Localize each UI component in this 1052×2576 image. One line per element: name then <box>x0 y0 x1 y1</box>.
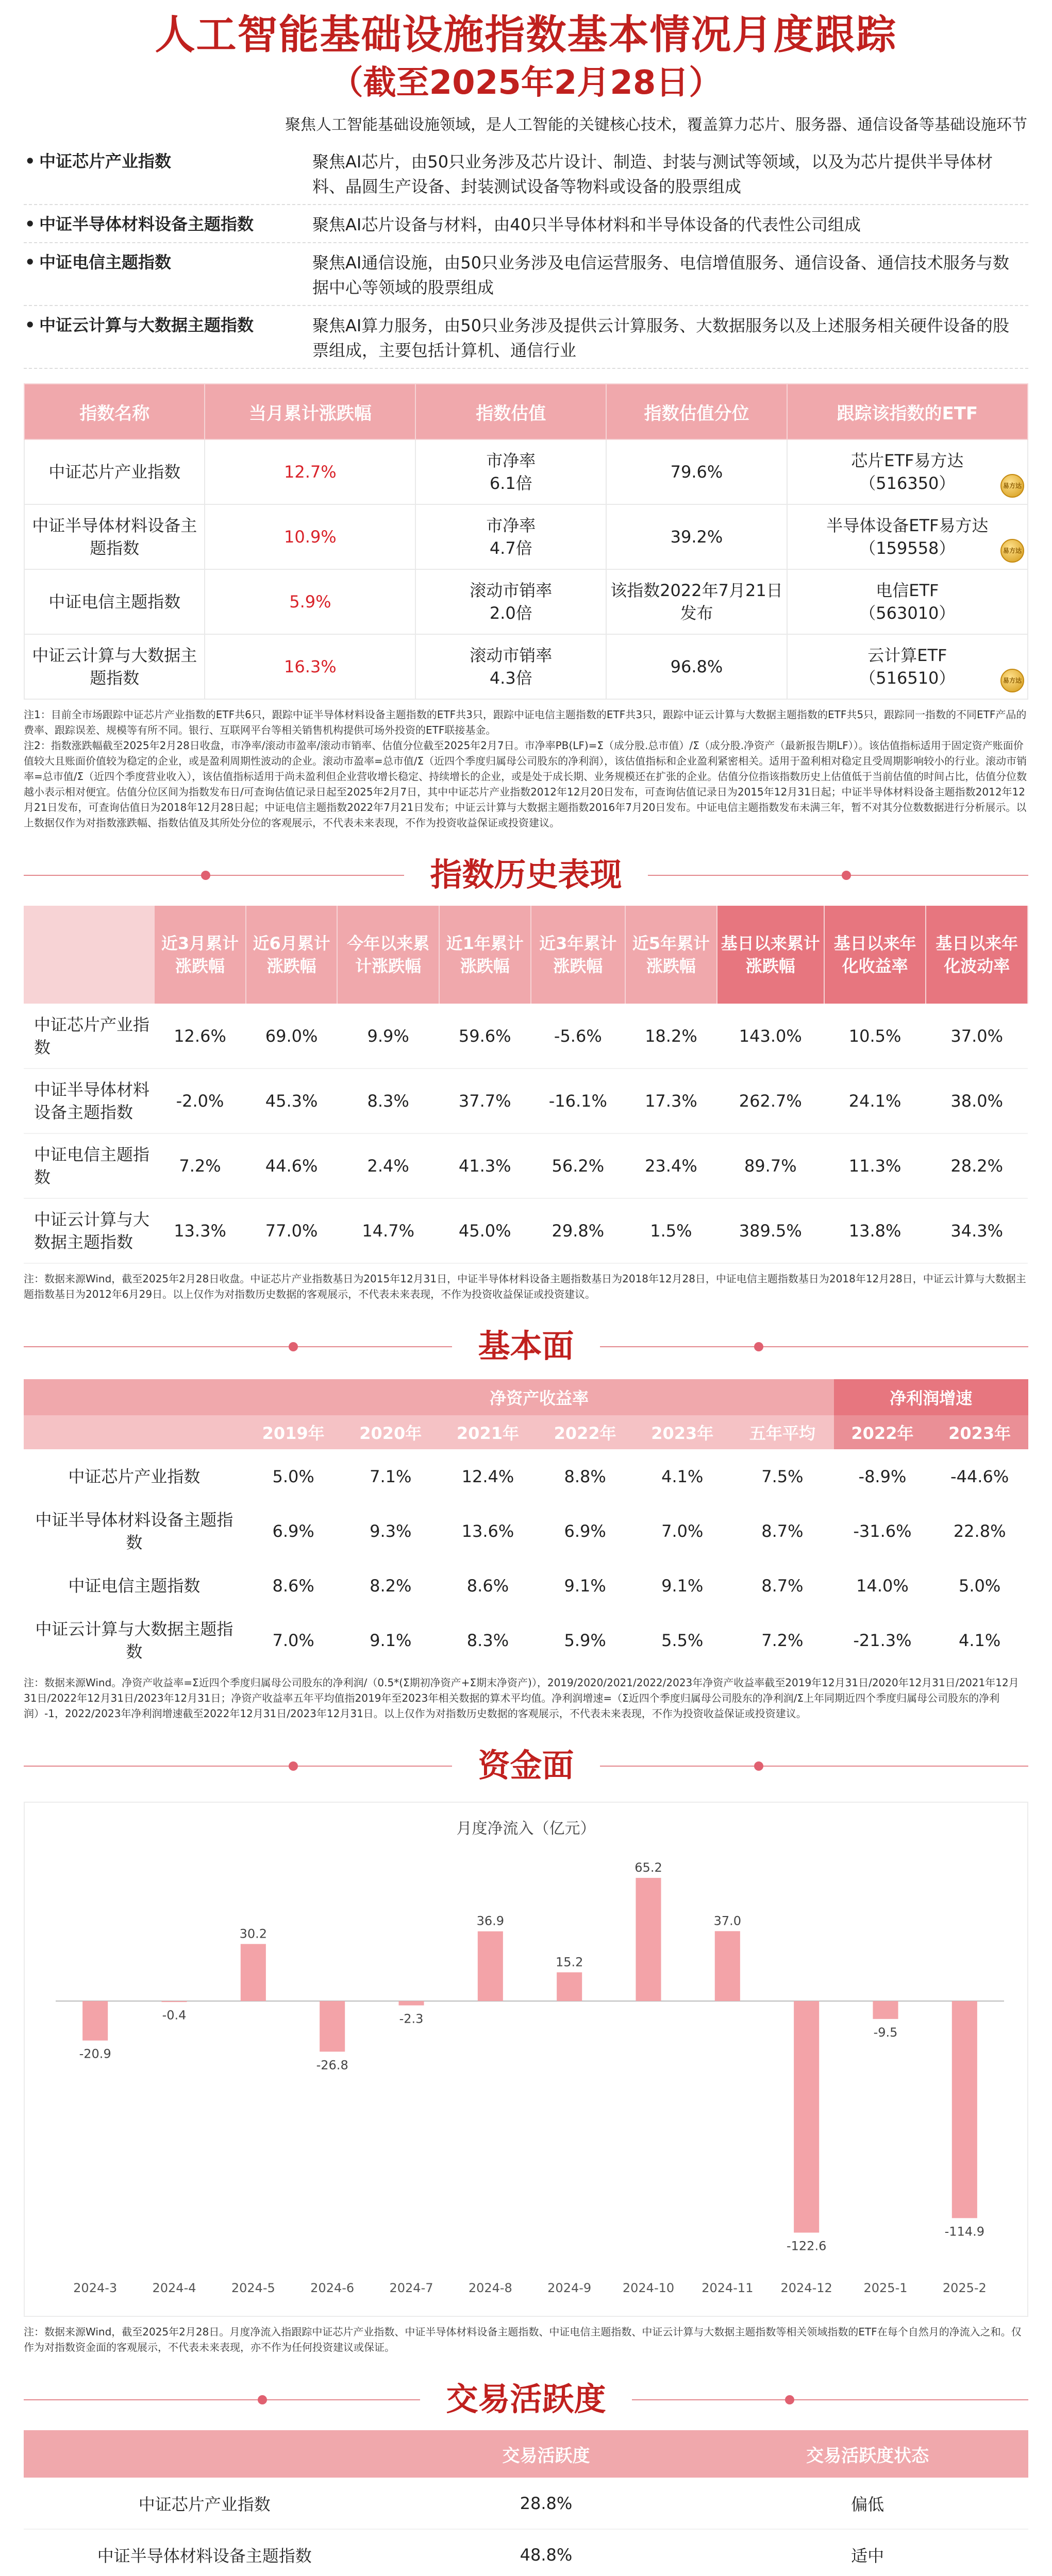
table-cell: 6.9% <box>272 1521 314 1541</box>
dot-icon <box>289 1761 298 1771</box>
data-label: 36.9 <box>476 1913 505 1928</box>
column-header: 当月累计涨跌幅 <box>205 384 415 439</box>
column-header <box>24 1379 245 1415</box>
etf-name: 芯片ETF易方达 <box>851 451 964 470</box>
table-cell: -44.6% <box>950 1467 1009 1486</box>
section-heading-flows <box>0 1735 1052 1797</box>
chart-bar <box>320 2001 345 2052</box>
fund-flow-chart <box>24 1802 1028 2317</box>
x-tick-label: 2024-10 <box>622 2281 675 2295</box>
table-cell: 8.6% <box>272 1576 314 1596</box>
section-heading-fundamentals <box>0 1315 1052 1377</box>
cell-index-name: 中证芯片产业指数 <box>68 1467 201 1486</box>
cell-index-name: 中证芯片产业指数 <box>24 439 205 504</box>
column-header <box>24 2430 386 2478</box>
history-table <box>24 906 1028 1264</box>
table-row <box>24 634 1028 699</box>
cell-index-name: 中证芯片产业指数 <box>24 2478 386 2529</box>
table-cell: 7.1% <box>370 1467 412 1486</box>
chart-bar <box>161 2001 187 2002</box>
index-desc: 聚焦AI芯片设备与材料，由40只半导体材料和半导体设备的代表性公司组成 <box>312 215 861 234</box>
section-title: 基本面 <box>452 1315 599 1377</box>
x-tick-label: 2024-6 <box>310 2281 355 2295</box>
table-cell: 9.1% <box>564 1576 606 1596</box>
table-cell: 14.0% <box>856 1576 909 1596</box>
table-cell: 14.7% <box>337 1198 439 1263</box>
index-name: • 中证芯片产业指数 <box>24 149 312 199</box>
table-cell: 8.6% <box>466 1576 509 1596</box>
table-cell: 56.2% <box>531 1133 626 1198</box>
column-header: 近3月累计涨跌幅 <box>154 906 246 1004</box>
section-title: 资金面 <box>452 1735 599 1797</box>
data-label: 65.2 <box>634 1860 662 1875</box>
table-cell: 24.1% <box>824 1069 926 1133</box>
history-table-wrap <box>24 906 1028 1264</box>
table-cell: -5.6% <box>531 1004 626 1069</box>
table-cell: 37.0% <box>926 1004 1028 1069</box>
column-header: 交易活跃度状态 <box>707 2430 1028 2478</box>
table-cell: 69.0% <box>246 1004 338 1069</box>
x-tick-label: 2024-8 <box>468 2281 512 2295</box>
data-label: 37.0 <box>713 1913 742 1928</box>
table-cell: 6.9% <box>564 1521 606 1541</box>
data-label: -0.4 <box>162 2008 187 2023</box>
table-row <box>24 439 1028 504</box>
index-name: • 中证电信主题指数 <box>24 250 312 300</box>
table-row <box>24 2478 1028 2529</box>
valuation-metric: 滚动市销率 <box>470 646 553 665</box>
etf-name: 半导体设备ETF易方达 <box>826 516 989 535</box>
x-tick-label: 2025-2 <box>942 2281 987 2295</box>
cell-index-name: 中证电信主题指数 <box>24 1133 154 1198</box>
cell-valuation <box>415 634 606 699</box>
cell-index-name: 中证云计算与大数据主题指数 <box>24 634 205 699</box>
table-cell: 28.8% <box>386 2478 707 2529</box>
table-cell: 45.3% <box>246 1069 338 1133</box>
x-tick-label: 2024-5 <box>231 2281 275 2295</box>
data-label: 30.2 <box>239 1926 268 1941</box>
chart-bar <box>398 2001 424 2005</box>
table-cell: 8.8% <box>564 1467 606 1486</box>
chart-bar <box>952 2001 977 2218</box>
column-header: 交易活跃度 <box>386 2430 707 2478</box>
table-row <box>24 1613 1028 1668</box>
cell-etf[interactable] <box>787 569 1028 634</box>
table-cell: 28.2% <box>926 1133 1028 1198</box>
table-cell: -16.1% <box>531 1069 626 1133</box>
table-cell: 262.7% <box>717 1069 824 1133</box>
index-desc: 聚焦AI芯片，由50只业务涉及芯片设计、制造、封装与测试等领域，以及为芯片提供半导体材料、晶圆生产设备、封装测试设备等物料或设备的股票组成 <box>312 152 993 196</box>
table-cell: 29.8% <box>531 1198 626 1263</box>
column-header: 2023年 <box>633 1415 731 1449</box>
x-tick-label: 2024-4 <box>152 2281 196 2295</box>
table-cell: 12.6% <box>154 1004 246 1069</box>
dot-icon <box>754 1761 763 1771</box>
cell-index-name: 中证半导体材料设备主题指数 <box>24 2529 386 2576</box>
header <box>0 0 1052 105</box>
dot-icon <box>785 2395 794 2404</box>
cell-index-name: 中证芯片产业指数 <box>24 1004 154 1069</box>
overview-table-wrap <box>24 383 1028 700</box>
chart-bar <box>636 1878 661 2001</box>
valuation-value: 2.0倍 <box>489 603 532 623</box>
data-label: -114.9 <box>944 2224 985 2239</box>
x-tick-label: 2024-11 <box>702 2281 754 2295</box>
column-header: 2022年 <box>834 1415 931 1449</box>
table-cell: 34.3% <box>926 1198 1028 1263</box>
table-cell: 9.9% <box>337 1004 439 1069</box>
table-cell: 适中 <box>707 2529 1028 2576</box>
valuation-value: 4.7倍 <box>489 538 532 558</box>
table-cell: 22.8% <box>953 1521 1006 1541</box>
valuation-metric: 滚动市销率 <box>470 581 553 600</box>
column-header: 2021年 <box>439 1415 537 1449</box>
table-row <box>24 1004 1028 1069</box>
dot-icon <box>754 1342 763 1351</box>
table-cell: 5.0% <box>958 1576 1001 1596</box>
column-header: 近5年累计涨跌幅 <box>625 906 717 1004</box>
table-cell: 23.4% <box>625 1133 717 1198</box>
cell-monthly-change: 5.9% <box>205 569 415 634</box>
fund-flow-chart-svg <box>25 1803 1027 2316</box>
table-cell: 9.3% <box>370 1521 412 1541</box>
table-row <box>24 1504 1028 1558</box>
column-header: 2022年 <box>537 1415 634 1449</box>
table-cell: 17.3% <box>625 1069 717 1133</box>
column-header: 2019年 <box>245 1415 342 1449</box>
table-cell: 4.1% <box>958 1631 1001 1650</box>
table-cell: 18.2% <box>625 1004 717 1069</box>
cell-monthly-change: 12.7% <box>205 439 415 504</box>
cell-index-name: 中证电信主题指数 <box>24 569 205 634</box>
cell-monthly-change: 10.9% <box>205 504 415 569</box>
table-cell: 7.5% <box>761 1467 804 1486</box>
table-cell: 9.1% <box>370 1631 412 1650</box>
column-header: 基日以来年化波动率 <box>926 906 1028 1004</box>
dot-icon <box>258 2395 267 2404</box>
table-cell: 7.0% <box>661 1521 704 1541</box>
column-header: 指数名称 <box>24 384 205 439</box>
table-row <box>24 1069 1028 1133</box>
index-description-list <box>24 142 1028 369</box>
cell-percentile: 该指数2022年7月21日发布 <box>606 569 787 634</box>
column-header: 近1年累计涨跌幅 <box>439 906 531 1004</box>
column-header: 2023年 <box>931 1415 1028 1449</box>
table-cell: 77.0% <box>246 1198 338 1263</box>
chart-bar <box>557 1972 582 2001</box>
table-cell: 45.0% <box>439 1198 531 1263</box>
dot-icon <box>842 871 851 880</box>
column-header: 基日以来年化收益率 <box>824 906 926 1004</box>
fundamentals-table <box>24 1379 1028 1668</box>
column-header: 跟踪该指数的ETF <box>787 384 1028 439</box>
page-subtitle: （截至2025年2月28日） <box>330 64 722 102</box>
cell-percentile: 79.6% <box>606 439 787 504</box>
table-cell: 7.2% <box>154 1133 246 1198</box>
cell-index-name: 中证半导体材料设备主题指数 <box>24 1069 154 1133</box>
column-group-header: 净利润增速 <box>834 1379 1028 1415</box>
table-cell: 7.2% <box>761 1631 804 1650</box>
data-label: -122.6 <box>786 2239 827 2253</box>
footnote: 注2：指数涨跌幅截至2025年2月28日收盘，市净率/滚动市盈率/滚动市销率、估值分位截至2025年2月7日。市净率PB(LF)=Σ（成分股.总市值）/Σ（成分股.净资产（最新报告期LF））。该估值指标适用于固定资产账面价值较大且账面价值较为稳定的企业，或是盈利周期性波动的企业。滚动市盈率=总市值/Σ（近四个季度归属母公司股东的净利润），该估值指标和企业盈利紧密相关。适用于盈利相对稳定且受周期影响较小的行业。滚动市销率=总市值/Σ（近四个季度营业收入），该估值指标适用于尚未盈利但企业营收增长稳定、持续增长的企业，或是处于成长期、业务规模还在扩张的企业。估值分位指该指数历史上估值低于当前估值的时间占比，估值分位数越小表示相对便宜。估值分位区间为指数发布日/可查询估值记录日起至2025年2月7日，其中中证芯片产业指数2012年12月20日发布，可查询估值记录日为2015年12月31日起；中证半导体材料设备主题指数2012年12月21日发布，可查询估值日为2018年12月28日起；中证电信主题指数2022年7月21日发布；中证云计算与大数据主题指数2016年7月20日发布。中证电信主题指数发布未满三年，暂不对其分位数数据进行分析展示。以上数据仅作为对指数涨跌幅、指数估值及其所处分位的客观展示，不代表未来表现，不作为投资收益保证或投资建议。 <box>24 739 1027 829</box>
activity-table-wrap <box>24 2430 1028 2576</box>
cell-index-name: 中证电信主题指数 <box>68 1576 201 1596</box>
valuation-metric: 市净率 <box>486 516 536 535</box>
table-row <box>24 1558 1028 1613</box>
etf-name: 电信ETF <box>876 581 939 600</box>
table-cell: 8.7% <box>761 1521 804 1541</box>
column-group-header: 净资产收益率 <box>245 1379 834 1415</box>
fundamentals-note: 注：数据来源Wind。净资产收益率=Σ近四个季度归属母公司股东的净利润/（0.5*(Σ期初净资产+Σ期末净资产)），2019/2020/2021/2022/2023年净资产收益率截至2019年12月31日/2020年12月31日/2021年12月31日/2022年12月31日/2023年12月31日；净资产收益率五年平均值指2019年至2023年相关数据的算术平均值。净利润增速=（Σ近四个季度归属母公司股东的净利润/Σ上年同期近四个季度归属母公司股东的净利润）-1，2022/2023年净利润增速截至2022年12月31日/2023年12月31日。以上仅作为对指数历史数据的客观展示，不代表未来表现，不作为投资收益保证或投资建议。 <box>24 1676 1019 1720</box>
column-header <box>24 1415 245 1449</box>
table-cell: 143.0% <box>717 1004 824 1069</box>
table-cell: 44.6% <box>246 1133 338 1198</box>
x-tick-label: 2024-3 <box>73 2281 118 2295</box>
table-cell: -2.0% <box>154 1069 246 1133</box>
column-header: 近6月累计涨跌幅 <box>246 906 338 1004</box>
etf-code: （563010） <box>859 603 956 623</box>
column-header <box>24 906 154 1004</box>
cell-index-name: 中证云计算与大数据主题指数 <box>24 1198 154 1263</box>
column-header: 基日以来累计涨跌幅 <box>717 906 824 1004</box>
etf-code: （516510） <box>859 668 956 688</box>
x-tick-label: 2024-9 <box>547 2281 592 2295</box>
cell-etf[interactable] <box>787 504 1028 569</box>
x-tick-label: 2024-7 <box>389 2281 433 2295</box>
list-item <box>24 142 1028 205</box>
table-cell: 7.0% <box>272 1631 314 1650</box>
etf-code: （516350） <box>859 473 956 493</box>
index-desc: 聚焦AI通信设施，由50只业务涉及电信运营服务、电信增值服务、通信设备、通信技术服务与数据中心等领域的股票组成 <box>312 253 1010 297</box>
table-cell: 13.6% <box>461 1521 514 1541</box>
table-cell: 11.3% <box>824 1133 926 1198</box>
table-cell: 偏低 <box>707 2478 1028 2529</box>
table-cell: -21.3% <box>853 1631 912 1650</box>
cell-monthly-change: 16.3% <box>205 634 415 699</box>
index-name: • 中证云计算与大数据主题指数 <box>24 313 312 363</box>
column-header: 指数估值分位 <box>606 384 787 439</box>
table-cell: 8.3% <box>466 1631 509 1650</box>
medal-badge-icon: 易方达 <box>1000 539 1024 563</box>
table-row <box>24 569 1028 634</box>
cell-etf[interactable] <box>787 634 1028 699</box>
valuation-value: 6.1倍 <box>489 473 532 493</box>
table-cell: -8.9% <box>858 1467 907 1486</box>
table-cell: 8.7% <box>761 1576 804 1596</box>
table-cell: 38.0% <box>926 1069 1028 1133</box>
fundamentals-table-wrap <box>24 1379 1028 1668</box>
cell-valuation <box>415 504 606 569</box>
table-row <box>24 1133 1028 1198</box>
chart-bar <box>478 1931 503 2001</box>
intro-text: 聚焦人工智能基础设施领域，是人工智能的关键核心技术，覆盖算力芯片、服务器、通信设备等基础设施环节 <box>285 116 1027 134</box>
cell-index-name: 中证半导体材料设备主题指数 <box>35 1510 233 1552</box>
table-cell: 8.2% <box>370 1576 412 1596</box>
column-header: 2020年 <box>342 1415 439 1449</box>
table-cell: 12.4% <box>461 1467 514 1486</box>
section-title: 交易活跃度 <box>420 2368 631 2430</box>
chart-title: 月度净流入（亿元） <box>456 1820 596 1838</box>
table-cell: 9.1% <box>661 1576 704 1596</box>
data-label: -9.5 <box>873 2025 898 2040</box>
table-cell: 5.9% <box>564 1631 606 1650</box>
table-cell: 10.5% <box>824 1004 926 1069</box>
chart-bar <box>794 2001 819 2233</box>
table-cell: 59.6% <box>439 1004 531 1069</box>
table-cell: 41.3% <box>439 1133 531 1198</box>
table-cell: 5.5% <box>661 1631 704 1650</box>
etf-code: （159558） <box>859 538 956 558</box>
data-label: -2.3 <box>399 2011 424 2026</box>
list-item <box>24 243 1028 306</box>
table-cell: 37.7% <box>439 1069 531 1133</box>
table-cell: 8.3% <box>337 1069 439 1133</box>
table-cell: 1.5% <box>625 1198 717 1263</box>
cell-index-name: 中证半导体材料设备主题指数 <box>24 504 205 569</box>
section-title: 指数历史表现 <box>404 844 647 906</box>
table-cell: 89.7% <box>717 1133 824 1198</box>
x-tick-label: 2025-1 <box>863 2281 908 2295</box>
valuation-value: 4.3倍 <box>489 668 532 688</box>
table-row <box>24 2529 1028 2576</box>
chart-note: 注：数据来源Wind，截至2025年2月28日。月度净流入指跟踪中证芯片产业指数、中证半导体材料设备主题指数、中证电信主题指数、中证云计算与大数据主题指数等相关领域指数的ETF在每个自然月的净流入之和。仅作为对指数资金面的客观展示，不代表未来表现，亦不作为任何投资建议或保证。 <box>24 2326 1022 2353</box>
overview-table <box>24 383 1028 700</box>
table-cell: 4.1% <box>661 1467 704 1486</box>
chart-bar <box>873 2001 898 2019</box>
cell-index-name: 中证云计算与大数据主题指数 <box>35 1619 233 1662</box>
page-title: 人工智能基础设施指数基本情况月度跟踪 <box>155 12 897 58</box>
table-row <box>24 1449 1028 1504</box>
table-cell: 13.8% <box>824 1198 926 1263</box>
cell-percentile: 96.8% <box>606 634 787 699</box>
table-row <box>24 1198 1028 1263</box>
list-item <box>24 306 1028 369</box>
data-label: 15.2 <box>555 1955 583 1970</box>
table-cell: 48.8% <box>386 2529 707 2576</box>
medal-badge-icon: 易方达 <box>1000 669 1024 692</box>
table-cell: 389.5% <box>717 1198 824 1263</box>
section-heading-history <box>0 844 1052 906</box>
footnote: 注1：目前全市场跟踪中证芯片产业指数的ETF共6只，跟踪中证半导体材料设备主题指数的ETF共3只，跟踪中证电信主题指数的ETF共3只，跟踪中证云计算与大数据主题指数的ETF共5只，跟踪同一指数的不同ETF产品的费率、跟踪误差、规模等有所不同。银行、互联网平台等相关销售机构提供可场外投资的ETF联接基金。 <box>24 708 1027 736</box>
activity-table <box>24 2430 1028 2576</box>
medal-badge-icon: 易方达 <box>1000 474 1024 498</box>
valuation-metric: 市净率 <box>486 451 536 470</box>
index-desc: 聚焦AI算力服务，由50只业务涉及提供云计算服务、大数据服务以及上述服务相关硬件设备的股票组成，主要包括计算机、通信行业 <box>312 316 1010 360</box>
column-header: 五年平均 <box>731 1415 833 1449</box>
history-note: 注：数据来源Wind，截至2025年2月28日收盘。中证芯片产业指数基日为2015年12月31日，中证半导体材料设备主题指数基日为2018年12月28日，中证电信主题指数基日为2018年12月28日，中证云计算与大数据主题指数基日为2012年6月29日。以上仅作为对指数历史数据的客观展示，不代表未来表现，不作为投资收益保证或投资建议。 <box>24 1273 1026 1300</box>
cell-etf[interactable] <box>787 439 1028 504</box>
cell-valuation <box>415 439 606 504</box>
index-name: • 中证半导体材料设备主题指数 <box>24 212 312 237</box>
overview-notes <box>24 707 1028 831</box>
column-header: 今年以来累计涨跌幅 <box>337 906 439 1004</box>
column-header: 近3年累计涨跌幅 <box>531 906 626 1004</box>
section-heading-activity <box>0 2368 1052 2430</box>
column-header: 指数估值 <box>415 384 606 439</box>
chart-bar <box>715 1931 740 2001</box>
x-tick-label: 2024-12 <box>780 2281 832 2295</box>
dot-icon <box>289 1342 298 1351</box>
chart-bar <box>82 2001 108 2041</box>
chart-bar <box>241 1944 266 2001</box>
table-cell: 13.3% <box>154 1198 246 1263</box>
table-cell: 5.0% <box>272 1467 314 1486</box>
data-label: -26.8 <box>316 2058 348 2073</box>
table-row <box>24 504 1028 569</box>
dot-icon <box>201 871 210 880</box>
table-cell: -31.6% <box>853 1521 912 1541</box>
cell-percentile: 39.2% <box>606 504 787 569</box>
cell-valuation <box>415 569 606 634</box>
list-item <box>24 205 1028 243</box>
table-cell: 2.4% <box>337 1133 439 1198</box>
etf-name: 云计算ETF <box>867 646 947 665</box>
data-label: -20.9 <box>79 2046 111 2061</box>
